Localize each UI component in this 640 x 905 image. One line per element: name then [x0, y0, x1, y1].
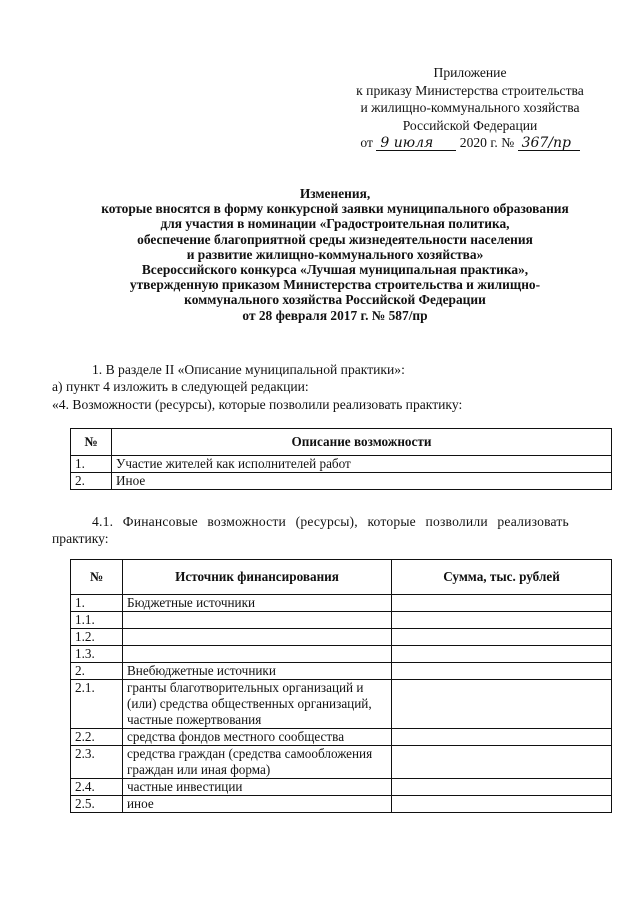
table-row — [71, 629, 612, 646]
column-header: Источник финансирования — [123, 560, 392, 595]
date-year: 2020 г. № — [459, 135, 515, 150]
handwritten-number: 367/пр — [518, 136, 580, 151]
table-cell: Иное — [112, 473, 612, 490]
table-cell — [392, 796, 612, 813]
table-row — [71, 612, 612, 629]
table-row — [71, 779, 612, 796]
paragraph-4-line-2: практику: — [52, 531, 109, 546]
table-header-row — [71, 560, 612, 595]
handwritten-date: 9 июля — [376, 136, 456, 151]
table-row — [71, 680, 612, 729]
paragraph-3: «4. Возможности (ресурсы), которые позволили реализовать практику: — [52, 397, 463, 412]
column-header: № — [71, 429, 112, 456]
appendix-line: к приказу Министерства строительства — [356, 82, 584, 98]
table-cell: 1. — [71, 595, 123, 612]
table-cell: Бюджетные источники — [123, 595, 392, 612]
table-cell: 1.1. — [71, 612, 123, 629]
table-cell: 2. — [71, 663, 123, 680]
title-line: Изменения, — [299, 186, 371, 201]
table-cell — [392, 612, 612, 629]
title-line: для участия в номинации «Градостроительная политика, — [160, 216, 510, 232]
appendix-line: и жилищно-коммунального хозяйства — [360, 100, 580, 115]
table-cell — [392, 680, 612, 729]
table-cell: гранты благотворительных организаций и (или) средства общественных организаций, частные пожертвования — [123, 680, 392, 729]
paragraph-4-line-1: 4.1. Финансовые возможности (ресурсы), которые позволили реализовать — [92, 514, 569, 529]
table-row — [71, 796, 612, 813]
table-cell: частные инвестиции — [123, 779, 392, 796]
table-cell: Внебюджетные источники — [123, 663, 392, 680]
table-cell: 2.3. — [71, 746, 123, 779]
table-header-row — [71, 429, 612, 456]
appendix-block — [330, 64, 610, 152]
date-prefix: от — [360, 135, 373, 150]
column-header: № — [71, 560, 123, 595]
title-line: Всероссийского конкурса «Лучшая муниципальная практика», — [141, 262, 529, 278]
appendix-date-line — [330, 134, 610, 152]
table-row — [71, 746, 612, 779]
table-row — [71, 456, 612, 473]
table-cell — [392, 595, 612, 612]
appendix-line: Российской Федерации — [402, 117, 538, 133]
paragraph-1: 1. В разделе II «Описание муниципальной практики»: — [92, 362, 405, 377]
title-line: от 28 февраля 2017 г. № 587/пр — [242, 307, 428, 323]
column-header: Описание возможности — [112, 429, 612, 456]
title-line: которые вносятся в форму конкурсной заявки муниципального образования — [101, 201, 569, 217]
table-row — [71, 595, 612, 612]
table-cell: 2.2. — [71, 729, 123, 746]
table-cell — [123, 629, 392, 646]
title-line: обеспечение благоприятной среды жизнедеятельности населения — [137, 231, 533, 247]
table-cell: средства фондов местного сообщества — [123, 729, 392, 746]
table-cell: 2.5. — [71, 796, 123, 813]
table-cell — [392, 629, 612, 646]
table-cell — [392, 746, 612, 779]
table-cell — [392, 663, 612, 680]
appendix-line: Приложение — [433, 65, 507, 80]
table-cell: средства граждан (средства самообложения граждан или иная форма) — [123, 746, 392, 779]
title-line: и развитие жилищно-коммунального хозяйства» — [186, 246, 484, 262]
table-cell — [392, 646, 612, 663]
table-cell: 2.4. — [71, 779, 123, 796]
paragraph-2: а) пункт 4 изложить в следующей редакции: — [52, 379, 309, 394]
title-line: коммунального хозяйства Российской Федерации — [184, 292, 486, 308]
table-cell: 1.2. — [71, 629, 123, 646]
table-row — [71, 646, 612, 663]
title-line: утвержденную приказом Министерства строительства и жилищно- — [129, 277, 541, 293]
table-cell — [392, 729, 612, 746]
table-cell — [392, 779, 612, 796]
table-cell: иное — [123, 796, 392, 813]
table-cell: 2.1. — [71, 680, 123, 729]
table-cell: 1. — [71, 456, 112, 473]
table-row — [71, 663, 612, 680]
table-cell: 2. — [71, 473, 112, 490]
table-cell: 1.3. — [71, 646, 123, 663]
document-title — [40, 186, 630, 323]
resources-table — [70, 428, 612, 490]
table-row — [71, 473, 612, 490]
financing-table — [70, 559, 612, 813]
table-cell: Участие жителей как исполнителей работ — [112, 456, 612, 473]
table-cell — [123, 646, 392, 663]
column-header: Сумма, тыс. рублей — [392, 560, 612, 595]
table-cell — [123, 612, 392, 629]
table-row — [71, 729, 612, 746]
